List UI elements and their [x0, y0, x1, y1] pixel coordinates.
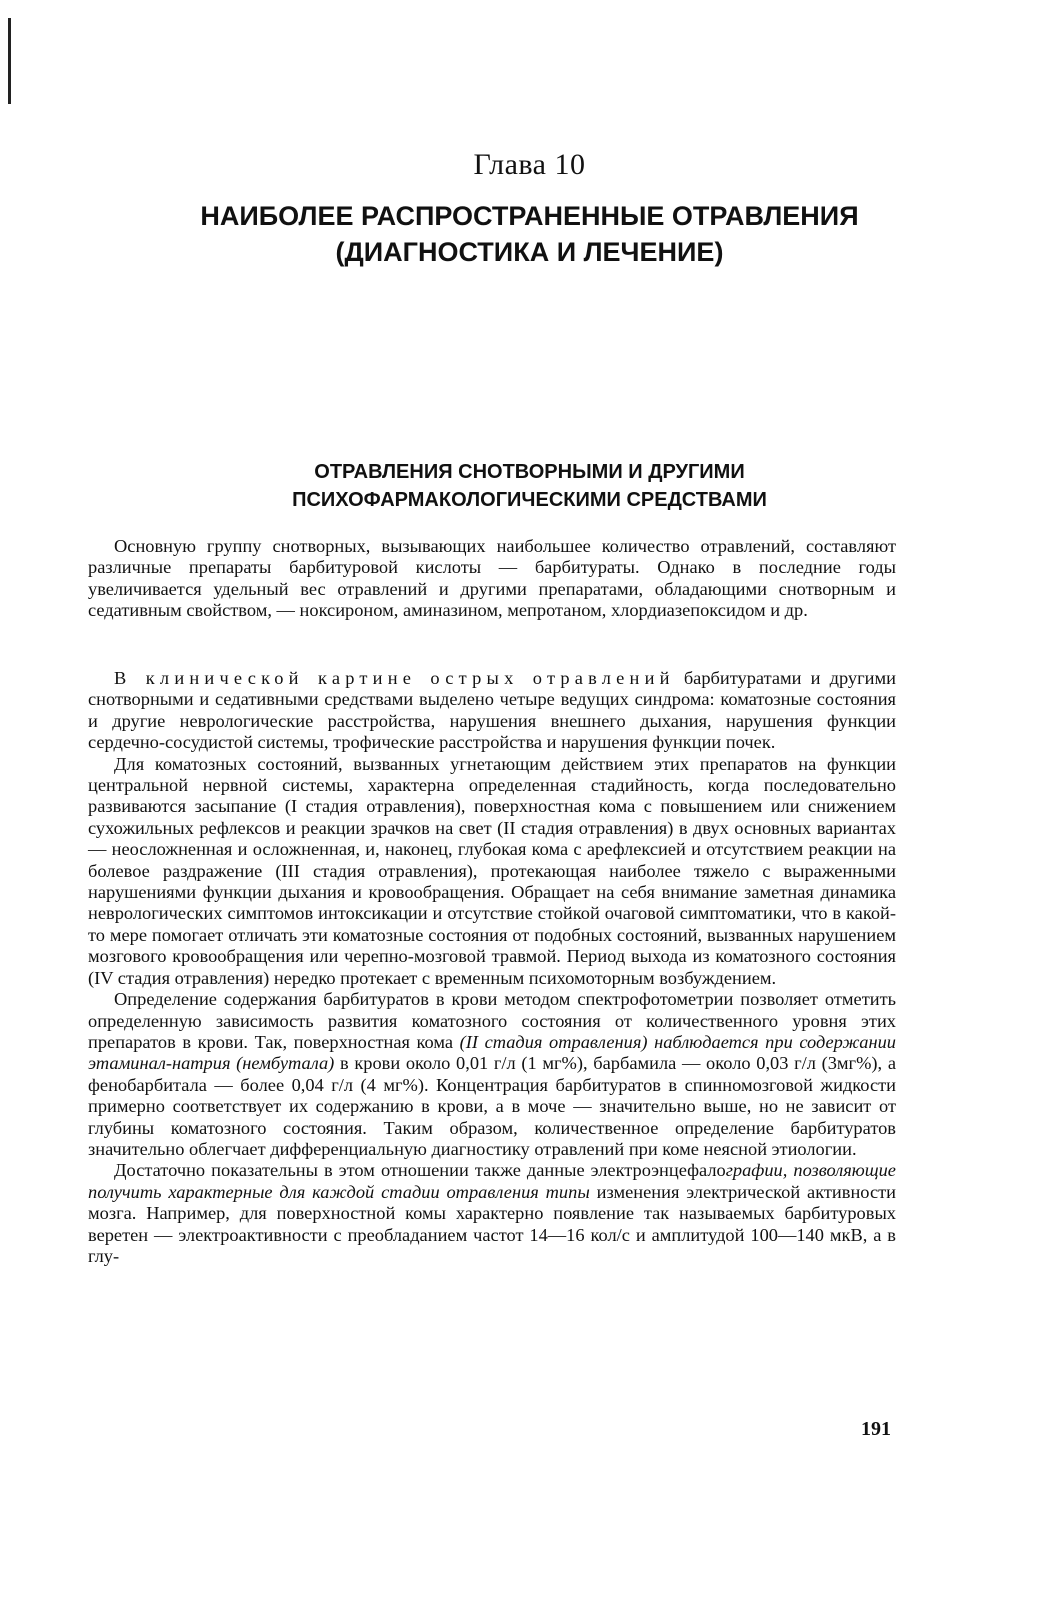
paragraph-2-rest: барбитуратами и другими снотворными и седативными средствами выделено четыре ведущих синдрома: коматозные состояния и другие неврологические расстройства, нарушения внешнего дыхания, нарушения функции сердечно-сосудистой системы, трофические расстройства и нарушения функции почек. [88, 668, 896, 753]
paragraph-5 [88, 1160, 896, 1267]
chapter-title-line-2: (ДИАГНОСТИКА И ЛЕЧЕНИЕ) [335, 237, 724, 267]
scan-edge-mark [8, 18, 11, 104]
paragraph-2 [88, 668, 896, 754]
paragraph-4 [88, 989, 896, 1160]
paragraph-5-italic: графии, позволяющие получить характерные для каждой стадии отравления типы [88, 1160, 896, 1202]
paragraph-5-part-b: изменения электрической активности мозга. Например, для поверхностной комы характерно появление так называемых барбитуровых веретен — электроактивности с преобладанием частот 14—16 кол/с и амплитудой 100—140 мкВ, а в глу- [88, 1181, 896, 1266]
intro-block [88, 536, 896, 622]
paragraph-4-part-b: в крови около 0,01 г/л (1 мг%), барбамила — около 0,03 г/л (3мг%), а фенобарбитала — более 0,04 г/л (4 мг%). Концентрация барбитуратов в спинномозговой жидкости примерно соответствует их содержанию в крови, а в моче — значительно выше, но не зависит от глубины коматозного состояния. Таким образом, количественное определение барбитуратов значительно облегчает дифференциальную диагностику отравлений при коме неясной этиологии. [88, 1053, 896, 1159]
section-title-line-2: ПСИХОФАРМАКОЛОГИЧЕСКИМИ СРЕДСТВАМИ [292, 489, 767, 511]
paragraph-4-part-a: Определение содержания барбитуратов в крови методом спектрофотометрии позволяет отметить определенную зависимость развития коматозного состояния от количественного уровня этих препаратов в крови. Так, поверхностная кома [88, 989, 896, 1052]
chapter-title [60, 198, 999, 270]
spaced-phrase: В клинической картине острых отравлений [114, 668, 675, 688]
paragraph-3: Для коматозных состояний, вызванных угнетающим действием этих препаратов на функции центральной нервной системы, характерна определенная стадийность, когда последовательно развиваются засыпание (I стадия отравления), поверхностная кома с повышением или снижением сухожильных рефлексов и реакции зрачков на свет (II стадия отравления) в двух основных вариантах — неосложненная и осложненная, и, наконец, глубокая кома с арефлексией и отсутствием реакции на болевое раздражение (III стадия отравления), протекающая наиболее тяжело с выраженными нарушениями функции дыхания и кровообращения. Обращает на себя внимание заметная динамика неврологических симптомов интоксикации и отсутствие стойкой очаговой симптоматики, что в какой-то мере помогает отличать эти коматозные состояния от подобных состояний, вызванных нарушением мозгового кровообращения или черепно-мозговой травмой. Период выхода из коматозного состояния (IV стадия отравления) нередко протекает с временным психомоторным возбуждением. [88, 753, 896, 988]
section-title-line-1: ОТРАВЛЕНИЯ СНОТВОРНЫМИ И ДРУГИМИ [314, 461, 745, 483]
paragraph-1: Основную группу снотворных, вызывающих наибольшее количество отравлений, составляют различные препараты барбитуровой кислоты — барбитураты. Однако в последние годы увеличивается удельный вес отравлений и другими препаратами, обладающими снотворным и седативным свойством, — ноксироном, аминазином, мепротаном, хлордиазепоксидом и др. [88, 536, 896, 621]
chapter-label: Глава 10 [473, 148, 586, 181]
main-text-block [88, 668, 896, 1267]
section-title [60, 458, 999, 514]
chapter-title-line-1: НАИБОЛЕЕ РАСПРОСТРАНЕННЫЕ ОТРАВЛЕНИЯ [200, 201, 859, 231]
paragraph-5-part-a: Достаточно показательны в этом отношении также данные электроэнцефало [114, 1160, 726, 1181]
page-number: 191 [861, 1418, 891, 1440]
paragraph-4-italic: (II стадия отравления) наблюдается при содержании этаминал-натрия (нембутала) [88, 1031, 896, 1074]
